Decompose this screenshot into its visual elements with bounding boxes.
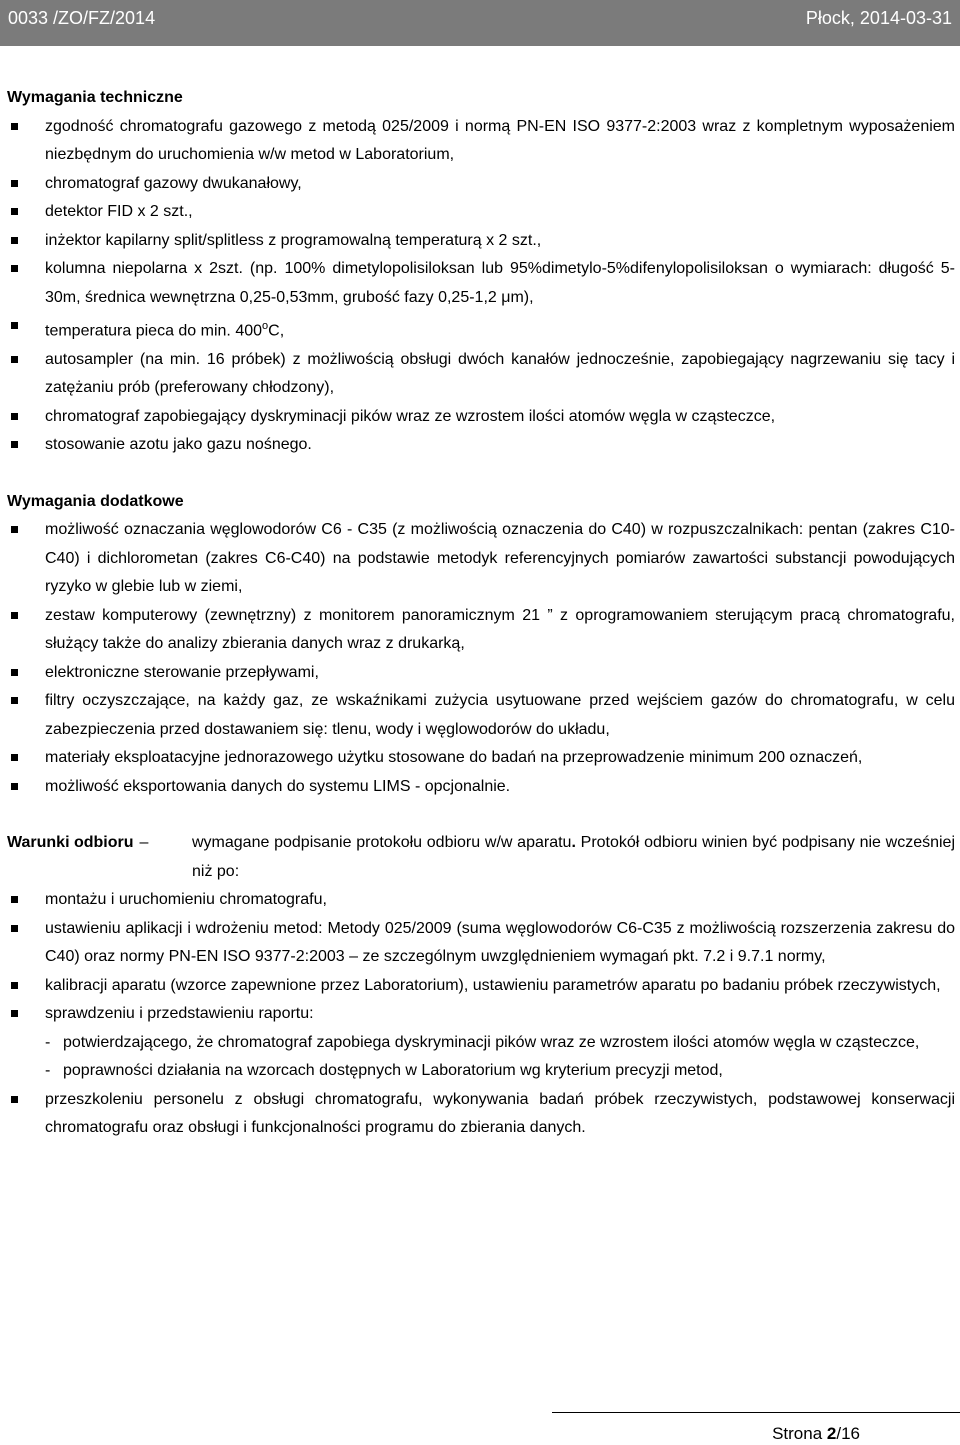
list-item: ustawieniu aplikacji i wdrożeniu metod: Metody 025/2009 (suma węglowodorów C6-C35 z możliwością rozszerzenia zakresu do C40) oraz normy PN-EN ISO 9377-2:2003 – ze szczególnym uwzględnieniem wymagań pkt. 7.2 i 9.7.1 normy,: [7, 915, 955, 972]
subitem-text: poprawności działania na wzorcach dostępnych w Laboratorium wg kryterium precyzji metod,: [63, 1062, 723, 1080]
report-subitem: [7, 1057, 955, 1086]
degree-superscript: o: [262, 320, 269, 332]
acceptance-conditions-label: [7, 829, 148, 858]
list-item: inżektor kapilarny split/splitless z programowalną temperaturą x 2 szt.,: [7, 227, 955, 256]
acceptance-conditions-list: [7, 886, 955, 1029]
acceptance-intro-text: wymagane podpisanie protokołu odbioru w/w aparatu: [192, 834, 572, 852]
label-dash: –: [139, 834, 149, 852]
list-item: zestaw komputerowy (zewnętrzny) z monitorem panoramicznym 21 ” z oprogramowaniem sterującym pracą chromatografu, służący także do analizy zbierania danych wraz z drukarką,: [7, 602, 955, 659]
temperature-unit: C,: [268, 322, 285, 340]
list-item: detektor FID x 2 szt.,: [7, 198, 955, 227]
document-date: Płock, 2014-03-31: [805, 8, 952, 28]
page-total: /16: [836, 1424, 860, 1443]
footer-divider: [552, 1412, 960, 1413]
list-item: przeszkoleniu personelu z obsługi chromatografu, wykonywania badań próbek rzeczywistych, podstawowej konserwacji chromatografu oraz obsługi i funkcjonalności programu do zbierania danych.: [7, 1086, 955, 1143]
document-reference: 0033 /ZO/FZ/2014: [8, 8, 156, 28]
list-item: autosampler (na min. 16 próbek) z możliwością obsługi dwóch kanałów jednocześnie, zapobiegający nagrzewaniu się tacy i zatężaniu prób (preferowany chłodzony),: [7, 346, 955, 403]
list-item: materiały eksploatacyjne jednorazowego użytku stosowane do badań na przeprowadzenie minimum 200 oznaczeń,: [7, 744, 955, 773]
list-item: [7, 312, 955, 346]
acceptance-label-text: Warunki odbioru: [7, 834, 134, 852]
technical-requirements-heading: Wymagania techniczne: [7, 89, 183, 106]
list-item: sprawdzeniu i przedstawieniu raportu:: [7, 1000, 955, 1029]
list-item: filtry oczyszczające, na każdy gaz, ze wskaźnikami zużycia usytuowane przed wejściem gazów do chromatografu, w celu zabezpieczenia przed dostawaniem się: tlenu, wody i węglowodorów do układu,: [7, 687, 955, 744]
document-body: [7, 84, 955, 1143]
current-page: 2: [826, 1424, 837, 1443]
intro-period: .: [571, 834, 576, 852]
list-item: montażu i uruchomieniu chromatografu,: [7, 886, 955, 915]
list-item: kalibracji aparatu (wzorce zapewnione przez Laboratorium), ustawieniu parametrów aparatu po badaniu próbek rzeczywistych,: [7, 972, 955, 1001]
page-number: [772, 1424, 860, 1444]
subitem-dash: -: [45, 1033, 51, 1051]
acceptance-conditions-list-continued: [7, 1086, 955, 1143]
list-item: elektroniczne sterowanie przepływami,: [7, 659, 955, 688]
subitem-text: potwierdzającego, że chromatograf zapobiega dyskryminacji pików wraz ze wzrostem ilości atomów węgla w cząsteczce,: [63, 1033, 920, 1051]
temperature-text: temperatura pieca do min. 400: [45, 322, 263, 340]
acceptance-conditions-intro: [7, 829, 955, 886]
additional-requirements-heading: Wymagania dodatkowe: [7, 492, 184, 510]
list-item: stosowanie azotu jako gazu nośnego.: [7, 431, 955, 460]
technical-requirements-list: [7, 113, 955, 460]
additional-requirements-list: [7, 516, 955, 801]
list-item: zgodność chromatografu gazowego z metodą 025/2009 i normą PN-EN ISO 9377-2:2003 wraz z kompletnym wyposażeniem niezbędnym do uruchomienia w/w metod w Laboratorium,: [7, 113, 955, 170]
subitem-dash: -: [45, 1062, 51, 1080]
list-item: chromatograf gazowy dwukanałowy,: [7, 170, 955, 199]
list-item: chromatograf zapobiegający dyskryminacji pików wraz ze wzrostem ilości atomów węgla w cząsteczce,: [7, 403, 955, 432]
report-subitem: [7, 1029, 955, 1058]
acceptance-intro-text-2: Protokół odbioru winien być podpisany nie wcześniej niż po:: [192, 834, 956, 880]
page-header: [0, 0, 960, 46]
list-item: możliwość eksportowania danych do systemu LIMS - opcjonalnie.: [7, 773, 955, 802]
list-item: możliwość oznaczania węglowodorów C6 - C35 (z możliwością oznaczenia do C40) w rozpuszczalnikach: pentan (zakres C10-C40) i dichlorometan (zakres C6-C40) na podstawie metodyk referencyjnych pomiarów zawartości substancji powodujących ryzyko w glebie lub w ziemi,: [7, 516, 955, 602]
list-item: kolumna niepolarna x 2szt. (np. 100% dimetylopolisiloksan lub 95%dimetylo-5%difenylopolisiloksan o wymiarach: długość 5-30m, średnica wewnętrzna 0,25-0,53mm, grubość fazy 0,25-1,2 μm),: [7, 255, 955, 312]
page-prefix: Strona: [772, 1424, 827, 1443]
